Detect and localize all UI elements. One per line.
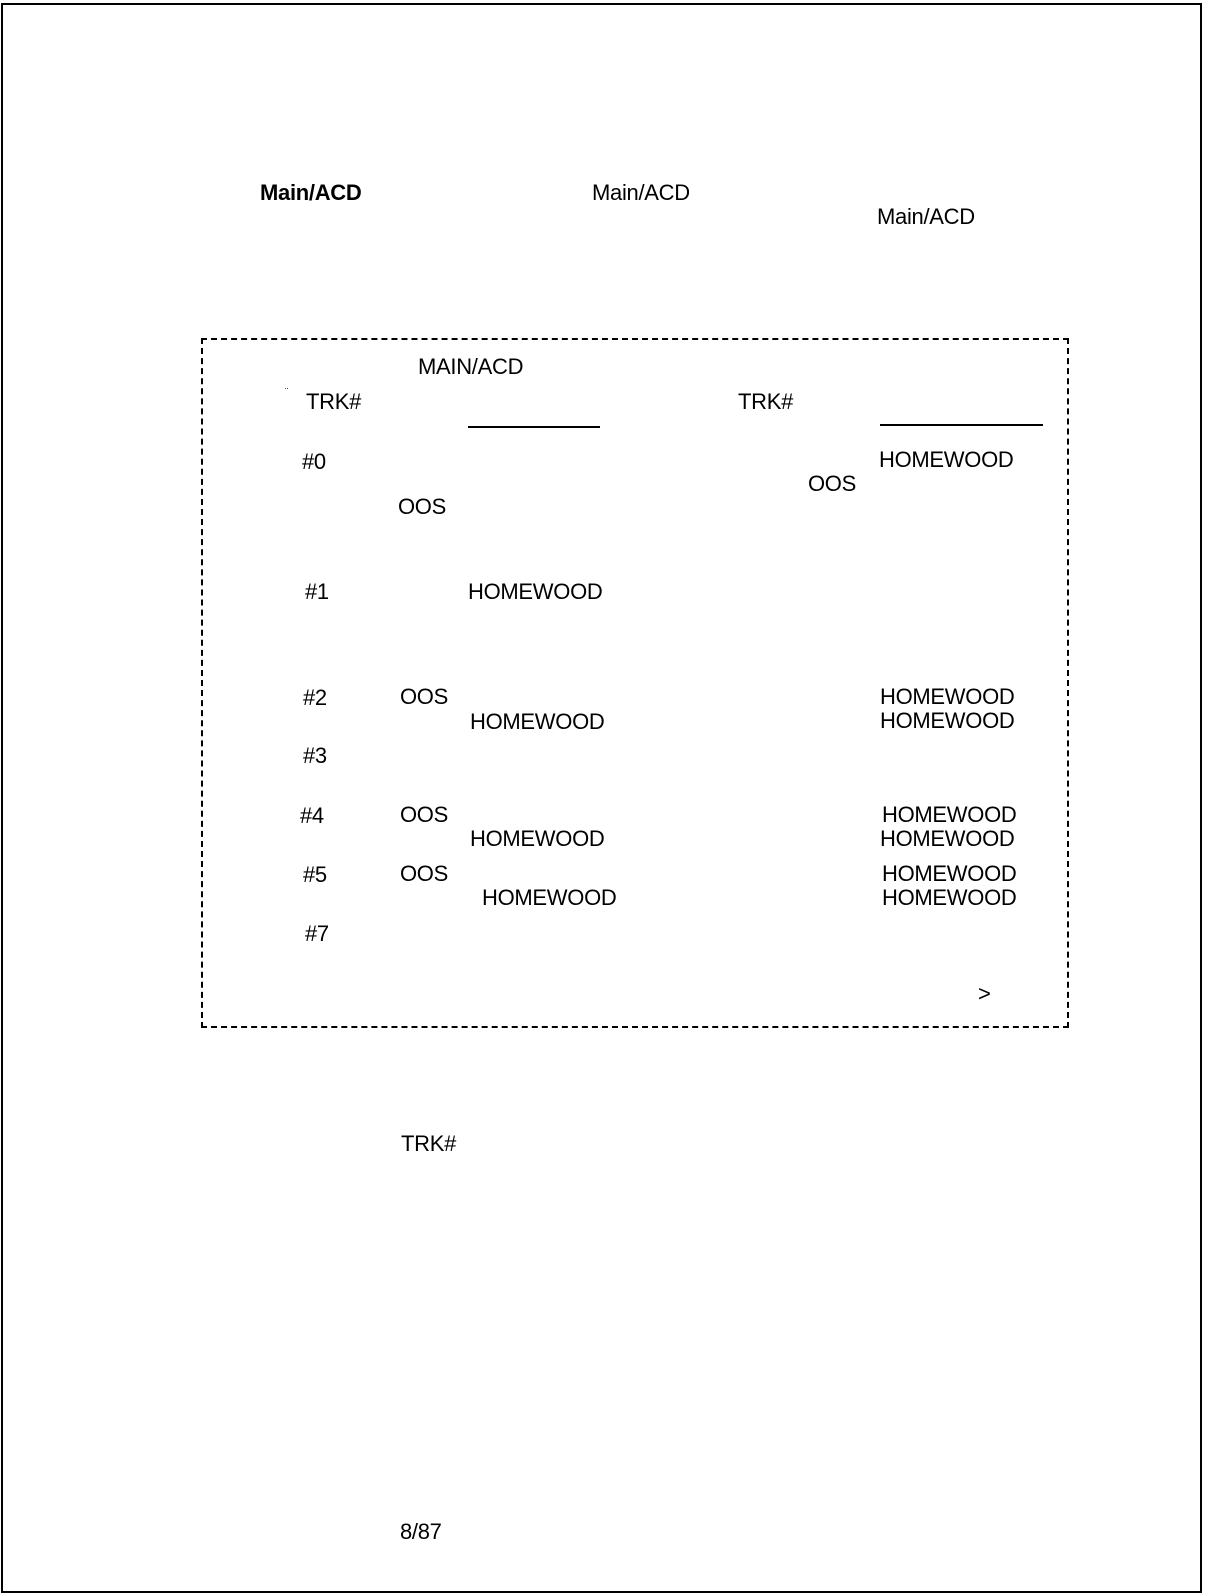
trk-number: #0 — [302, 449, 326, 474]
trk-number: #4 — [300, 803, 324, 828]
trunk-name: HOMEWOOD — [882, 885, 1017, 910]
trunk-name: HOMEWOOD — [468, 579, 603, 604]
column-header-trk-right: TRK# — [738, 389, 794, 414]
body-trk-label: TRK# — [401, 1131, 457, 1156]
screen-title: MAIN/ACD — [418, 354, 524, 379]
trunk-name: HOMEWOOD — [880, 826, 1015, 851]
trk-number: #2 — [303, 685, 327, 710]
trunk-name: HOMEWOOD — [470, 826, 605, 851]
trk-number: #1 — [305, 579, 329, 604]
trk-number: #3 — [303, 743, 327, 768]
trunk-name: HOMEWOOD — [880, 684, 1015, 709]
header-label-main-acd-right: Main/ACD — [877, 204, 975, 229]
more-indicator-arrow: > — [978, 981, 991, 1006]
status-oos: OOS — [400, 861, 448, 886]
trk-number: #7 — [305, 921, 329, 946]
trunk-name: HOMEWOOD — [482, 885, 617, 910]
footer-date: 8/87 — [400, 1519, 442, 1544]
status-oos: OOS — [400, 684, 448, 709]
status-oos: OOS — [808, 471, 856, 496]
scan-speck: ¨ — [285, 387, 289, 398]
header-label-main-acd: Main/ACD — [592, 180, 690, 205]
trk-number: #5 — [303, 862, 327, 887]
column-header-trk-left: TRK# — [306, 389, 362, 414]
underline-left — [468, 426, 600, 428]
header-label-main-acd-bold: Main/ACD — [260, 180, 362, 205]
trunk-name: HOMEWOOD — [879, 447, 1014, 472]
underline-right — [880, 424, 1043, 426]
status-oos: OOS — [398, 494, 446, 519]
status-oos: OOS — [400, 802, 448, 827]
trunk-name: HOMEWOOD — [882, 861, 1017, 886]
trunk-name: HOMEWOOD — [882, 802, 1017, 827]
trunk-name: HOMEWOOD — [470, 709, 605, 734]
display-screen-frame — [201, 338, 1069, 1028]
trunk-name: HOMEWOOD — [880, 708, 1015, 733]
